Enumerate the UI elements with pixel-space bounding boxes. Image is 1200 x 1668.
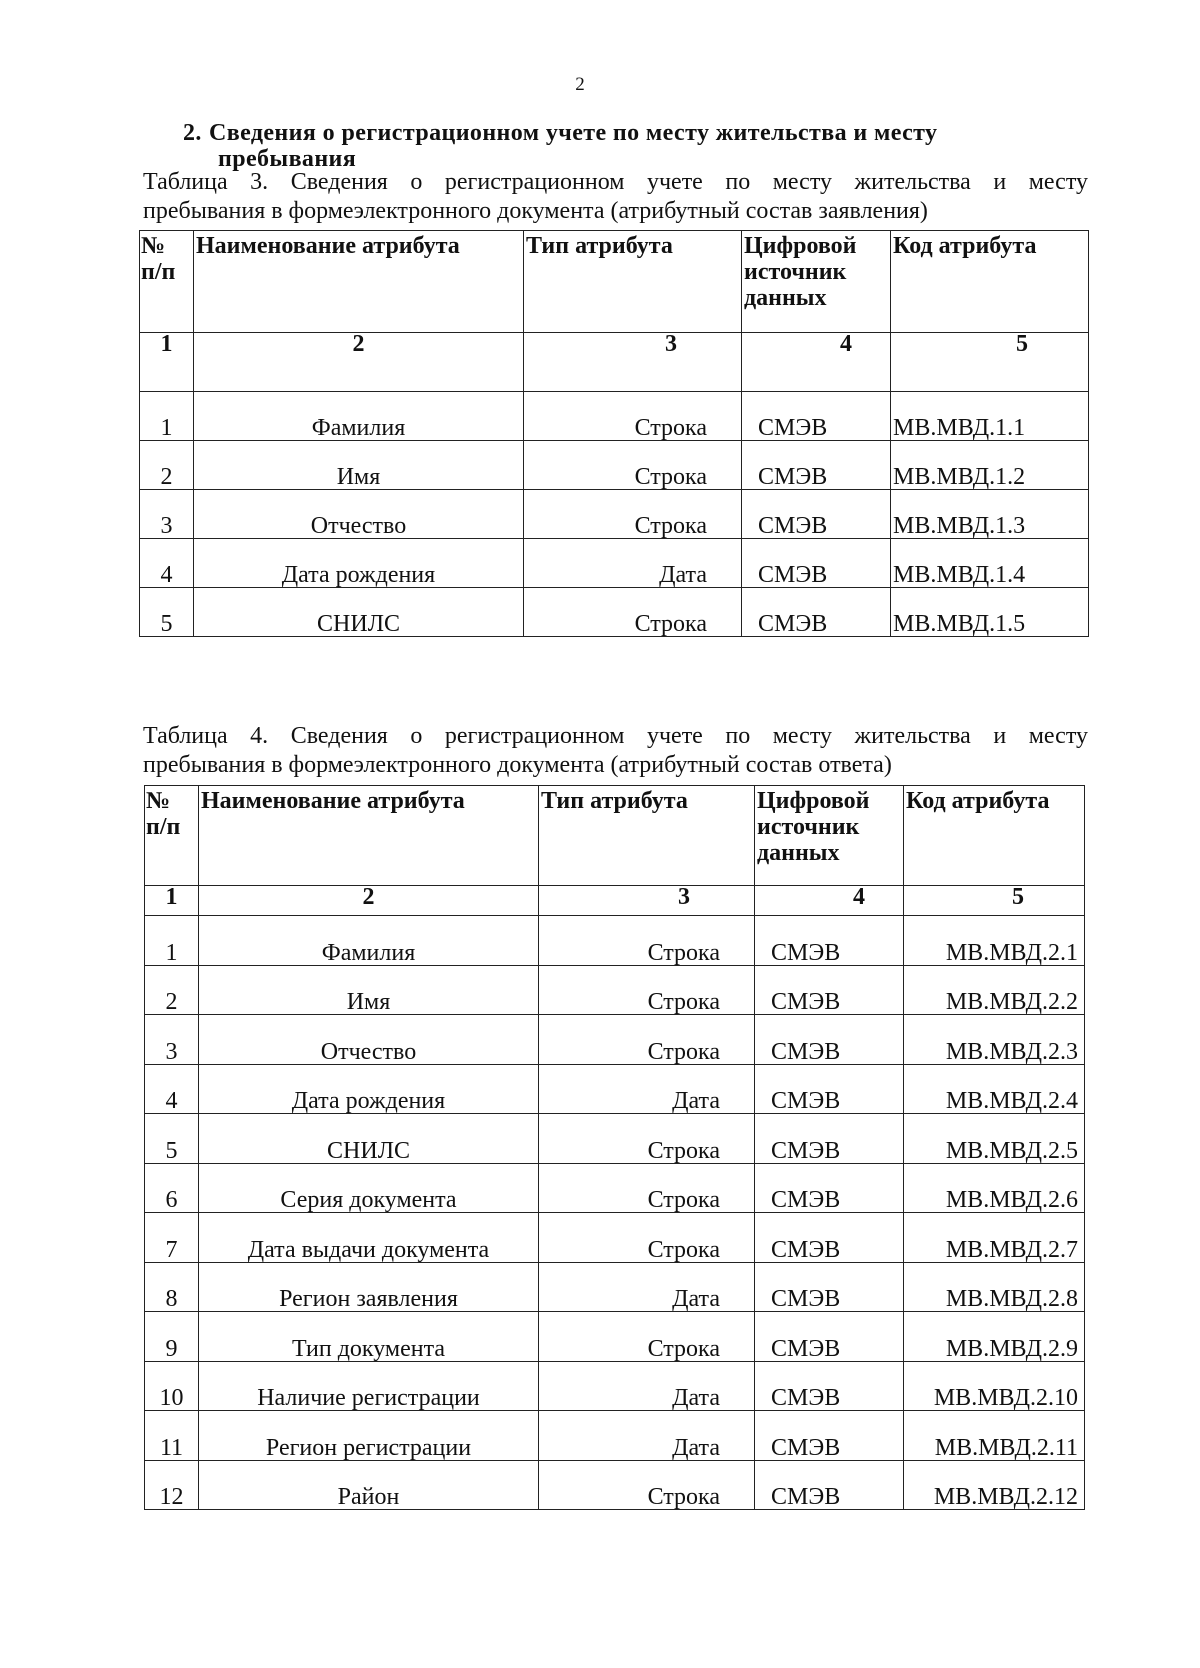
section-title-line2: пребывания: [218, 146, 357, 172]
table4-cell-number: 4: [145, 1064, 199, 1114]
table4-cell-attribute-type: Строка: [539, 1163, 755, 1213]
table4-column-number-row: [145, 886, 1085, 916]
table-row: [145, 1460, 1085, 1510]
table-row: [145, 1213, 1085, 1263]
table4-cell-attribute-type: Строка: [539, 1114, 755, 1164]
table3-cell-attribute-code: МВ.МВД.1.2: [891, 441, 1089, 490]
table-row: [140, 392, 1089, 441]
table-row: [140, 490, 1089, 539]
table3-column-number-3: 3: [524, 333, 742, 392]
table4-cell-attribute-type: Строка: [539, 1015, 755, 1065]
table3-cell-attribute-code: МВ.МВД.1.4: [891, 539, 1089, 588]
table-row: [140, 539, 1089, 588]
table3-caption-line2: пребывания в формеэлектронного документа (атрибутный состав заявления): [143, 198, 928, 224]
table4-cell-data-source: СМЭВ: [755, 1064, 904, 1114]
table3-cell-number: 5: [140, 588, 194, 637]
table4-cell-attribute-code: МВ.МВД.2.12: [904, 1460, 1085, 1510]
table3-header-attribute-name: Наименование атрибута: [194, 231, 524, 333]
table-row: [145, 1064, 1085, 1114]
table4-cell-attribute-code: МВ.МВД.2.9: [904, 1312, 1085, 1362]
table4-cell-attribute-name: СНИЛС: [199, 1114, 539, 1164]
table4-cell-data-source: СМЭВ: [755, 916, 904, 966]
table3-cell-attribute-type: Дата: [524, 539, 742, 588]
table4-cell-attribute-code: МВ.МВД.2.6: [904, 1163, 1085, 1213]
table4-cell-data-source: СМЭВ: [755, 1015, 904, 1065]
table4-caption: [143, 722, 1088, 780]
table-row: [145, 1015, 1085, 1065]
table4-cell-data-source: СМЭВ: [755, 1361, 904, 1411]
table4-cell-attribute-name: Наличие регистрации: [199, 1361, 539, 1411]
table-row: [145, 1312, 1085, 1362]
table4-cell-attribute-type: Строка: [539, 965, 755, 1015]
table4-cell-attribute-type: Дата: [539, 1361, 755, 1411]
table-row: [145, 1262, 1085, 1312]
table4-header-attribute-name: Наименование атрибута: [199, 786, 539, 886]
table-row: [145, 916, 1085, 966]
table4-cell-number: 8: [145, 1262, 199, 1312]
table4-cell-number: 10: [145, 1361, 199, 1411]
table3-cell-attribute-name: Отчество: [194, 490, 524, 539]
table3-cell-attribute-type: Строка: [524, 490, 742, 539]
table4-column-number-5: 5: [904, 886, 1085, 916]
table3-column-number-2: 2: [194, 333, 524, 392]
table-row: [145, 1114, 1085, 1164]
table-row: [145, 1411, 1085, 1461]
table4-cell-attribute-name: Тип документа: [199, 1312, 539, 1362]
table3-header-attribute-code: Код атрибута: [891, 231, 1089, 333]
table4-caption-line2: пребывания в формеэлектронного документа (атрибутный состав ответа): [143, 752, 892, 778]
table4-cell-attribute-name: Регион регистрации: [199, 1411, 539, 1461]
table4-cell-attribute-code: МВ.МВД.2.11: [904, 1411, 1085, 1461]
table3-cell-attribute-type: Строка: [524, 392, 742, 441]
table4-cell-attribute-code: МВ.МВД.2.5: [904, 1114, 1085, 1164]
table4-cell-attribute-name: Дата рождения: [199, 1064, 539, 1114]
table3-cell-number: 4: [140, 539, 194, 588]
table4-cell-number: 5: [145, 1114, 199, 1164]
page-number: 2: [575, 74, 585, 95]
table4-cell-number: 9: [145, 1312, 199, 1362]
table4-header-number: № п/п: [145, 786, 199, 886]
table4-cell-attribute-type: Дата: [539, 1411, 755, 1461]
table4-header-data-source: Цифровой источник данных: [755, 786, 904, 886]
table3-cell-data-source: СМЭВ: [742, 441, 891, 490]
table3-header-row: [140, 231, 1089, 333]
table3-cell-attribute-name: Имя: [194, 441, 524, 490]
table4-cell-attribute-name: Отчество: [199, 1015, 539, 1065]
table4-cell-number: 7: [145, 1213, 199, 1263]
table4-cell-number: 1: [145, 916, 199, 966]
table4-column-number-4: 4: [755, 886, 904, 916]
table3-cell-data-source: СМЭВ: [742, 539, 891, 588]
table3-column-number-row: [140, 333, 1089, 392]
table4-cell-number: 6: [145, 1163, 199, 1213]
table3-caption-line1: Таблица 3. Сведения о регистрационном учете по месту жительства и месту: [143, 169, 1088, 195]
table4-cell-data-source: СМЭВ: [755, 1460, 904, 1510]
table4-cell-attribute-code: МВ.МВД.2.1: [904, 916, 1085, 966]
table4-column-number-1: 1: [145, 886, 199, 916]
table4-cell-attribute-type: Строка: [539, 916, 755, 966]
table3-column-number-4: 4: [742, 333, 891, 392]
table4-cell-attribute-type: Строка: [539, 1213, 755, 1263]
table4-header-row: [145, 786, 1085, 886]
table-row: [145, 1163, 1085, 1213]
section-heading: [183, 120, 1083, 172]
table3-cell-attribute-name: Фамилия: [194, 392, 524, 441]
table4-cell-data-source: СМЭВ: [755, 1114, 904, 1164]
table3-cell-attribute-name: СНИЛС: [194, 588, 524, 637]
table4-cell-number: 3: [145, 1015, 199, 1065]
table4-cell-attribute-name: Имя: [199, 965, 539, 1015]
table4-cell-data-source: СМЭВ: [755, 1213, 904, 1263]
table3-cell-attribute-type: Строка: [524, 588, 742, 637]
table-row: [145, 965, 1085, 1015]
table4-cell-attribute-code: МВ.МВД.2.7: [904, 1213, 1085, 1263]
table4-cell-number: 12: [145, 1460, 199, 1510]
table3-cell-number: 3: [140, 490, 194, 539]
table4-cell-attribute-type: Дата: [539, 1064, 755, 1114]
table4-cell-attribute-name: Регион заявления: [199, 1262, 539, 1312]
table4-cell-attribute-type: Строка: [539, 1312, 755, 1362]
table4-header-attribute-type: Тип атрибута: [539, 786, 755, 886]
table4-cell-attribute-code: МВ.МВД.2.3: [904, 1015, 1085, 1065]
table3-cell-data-source: СМЭВ: [742, 588, 891, 637]
table3-cell-data-source: СМЭВ: [742, 392, 891, 441]
table4-cell-attribute-type: Строка: [539, 1460, 755, 1510]
table4-header-attribute-code: Код атрибута: [904, 786, 1085, 886]
table4-cell-attribute-code: МВ.МВД.2.8: [904, 1262, 1085, 1312]
table4-cell-number: 11: [145, 1411, 199, 1461]
table3-cell-attribute-code: МВ.МВД.1.1: [891, 392, 1089, 441]
table4: [144, 785, 1085, 1510]
table4-cell-data-source: СМЭВ: [755, 1262, 904, 1312]
table4-cell-attribute-code: МВ.МВД.2.10: [904, 1361, 1085, 1411]
table3-cell-attribute-name: Дата рождения: [194, 539, 524, 588]
table4-cell-attribute-code: МВ.МВД.2.2: [904, 965, 1085, 1015]
table3-cell-attribute-code: МВ.МВД.1.3: [891, 490, 1089, 539]
table4-column-number-3: 3: [539, 886, 755, 916]
table4-cell-data-source: СМЭВ: [755, 1312, 904, 1362]
table4-column-number-2: 2: [199, 886, 539, 916]
table3-header-data-source: Цифровой источник данных: [742, 231, 891, 333]
section-number: 2.: [183, 120, 202, 146]
table3-cell-data-source: СМЭВ: [742, 490, 891, 539]
table4-cell-data-source: СМЭВ: [755, 965, 904, 1015]
table3-cell-number: 2: [140, 441, 194, 490]
table4-cell-attribute-name: Район: [199, 1460, 539, 1510]
table3-cell-attribute-type: Строка: [524, 441, 742, 490]
table-row: [140, 441, 1089, 490]
table4-cell-attribute-name: Фамилия: [199, 916, 539, 966]
table3-cell-number: 1: [140, 392, 194, 441]
table4-caption-line1: Таблица 4. Сведения о регистрационном учете по месту жительства и месту: [143, 723, 1088, 749]
table4-cell-number: 2: [145, 965, 199, 1015]
table4-cell-data-source: СМЭВ: [755, 1411, 904, 1461]
section-title-line1: Сведения о регистрационном учете по месту жительства и месту: [209, 120, 938, 146]
table3-header-attribute-type: Тип атрибута: [524, 231, 742, 333]
table3: [139, 230, 1089, 637]
table3-header-number: № п/п: [140, 231, 194, 333]
table-row: [140, 588, 1089, 637]
table4-cell-data-source: СМЭВ: [755, 1163, 904, 1213]
table-row: [145, 1361, 1085, 1411]
table3-column-number-5: 5: [891, 333, 1089, 392]
table4-cell-attribute-type: Дата: [539, 1262, 755, 1312]
table3-caption: [143, 168, 1088, 226]
table4-cell-attribute-name: Дата выдачи документа: [199, 1213, 539, 1263]
table3-column-number-1: 1: [140, 333, 194, 392]
table4-cell-attribute-name: Серия документа: [199, 1163, 539, 1213]
table4-cell-attribute-code: МВ.МВД.2.4: [904, 1064, 1085, 1114]
table3-cell-attribute-code: МВ.МВД.1.5: [891, 588, 1089, 637]
